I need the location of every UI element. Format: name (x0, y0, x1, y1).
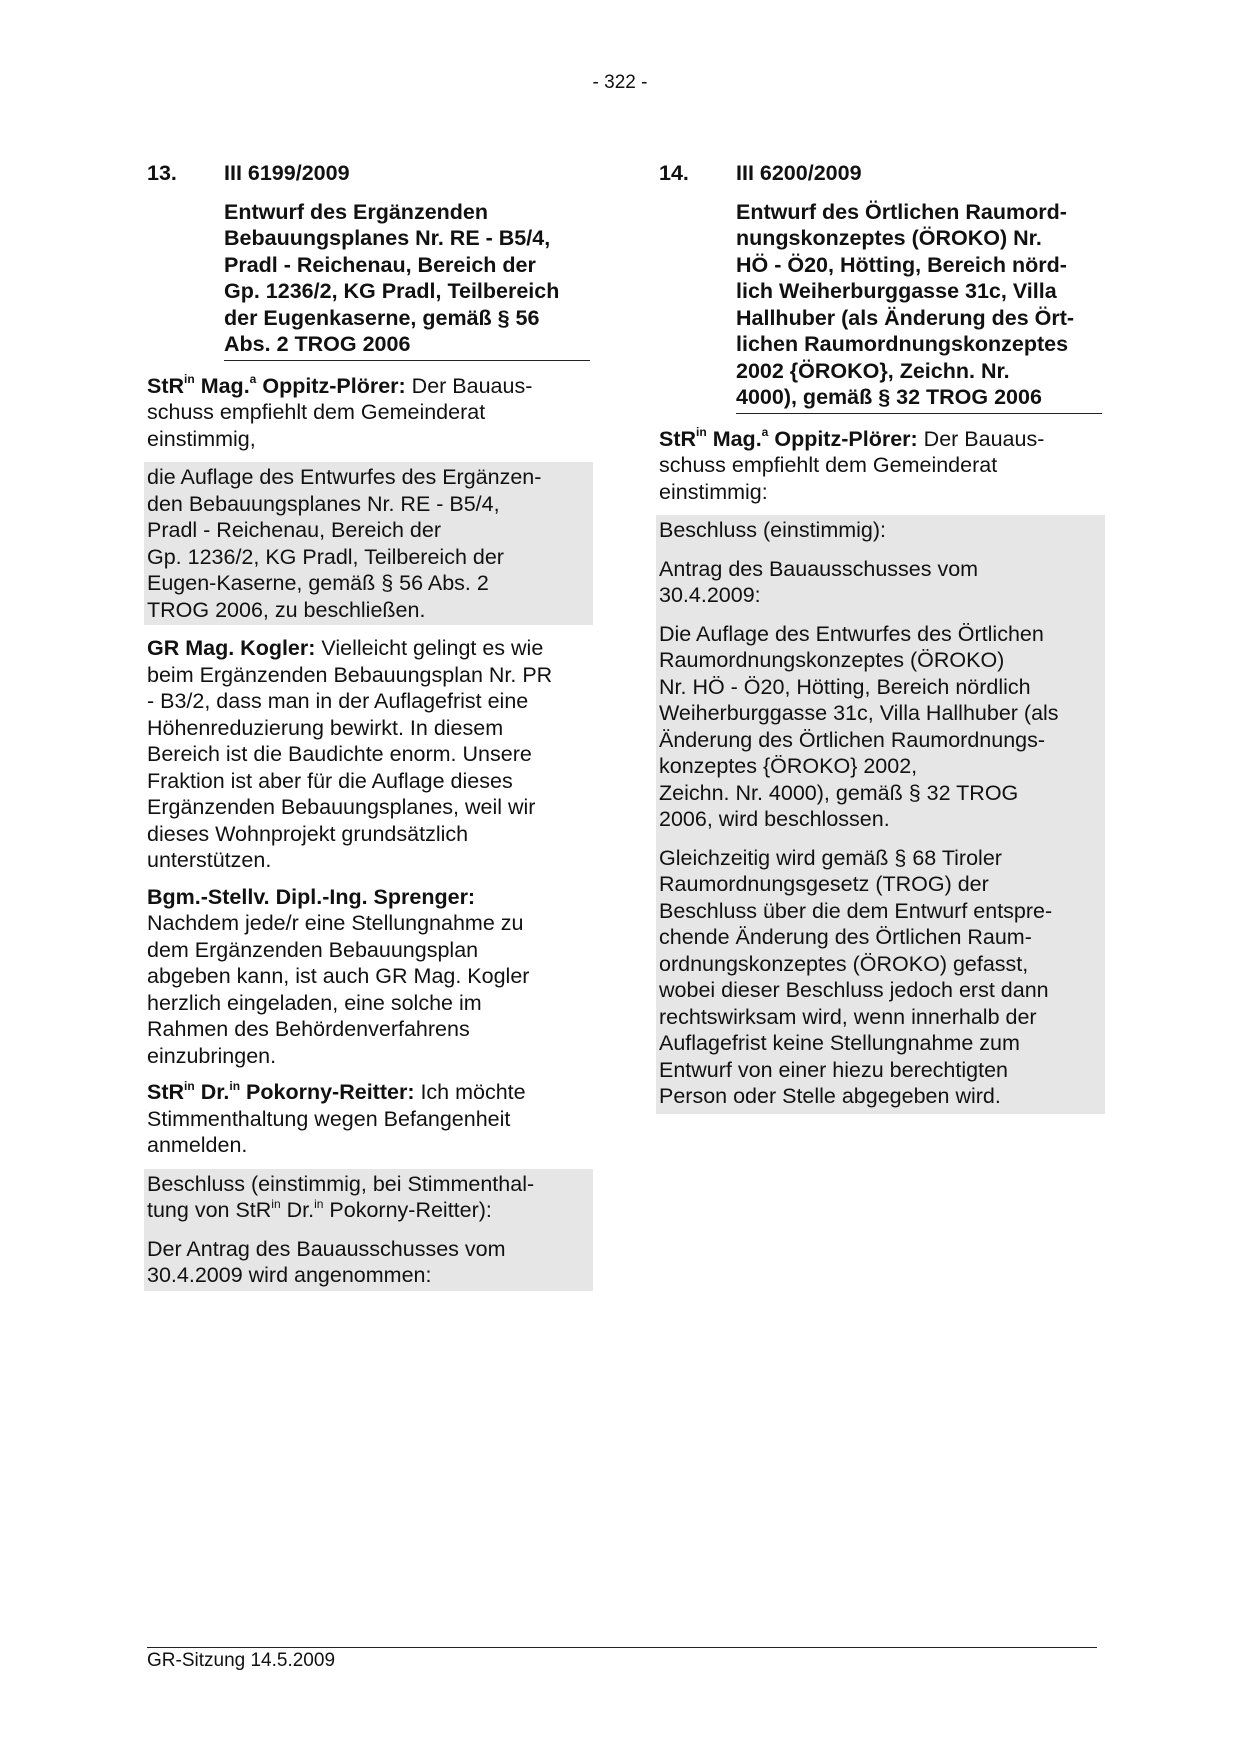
title-line: Entwurf des Ergänzenden (224, 199, 489, 224)
speaker-name: StR$^{in}$ Dr.$^{in}$ Pokorny-Reitter: (147, 1078, 415, 1104)
title-line: Gp. 1236/2, KG Pradl, Teilbereich (224, 279, 560, 303)
speaker-name: StR$^{in}$ Mag.$^a$ Oppitz-Plörer: (147, 372, 406, 398)
title-line: der Eugenkaserne, gemäß § 56 (224, 305, 540, 330)
page-number: - 322 - (592, 72, 648, 93)
agenda-item-13-header (147, 160, 590, 187)
item-number: 14. (659, 161, 689, 185)
resolution-result: Der Antrag des Bauausschusses vom 30.4.2009 wird angenommen: (144, 1226, 593, 1291)
motion-date: Antrag des Bauausschusses vom 30.4.2009: (656, 546, 1105, 611)
agenda-item-14-header (659, 160, 1102, 187)
speaker-name: GR Mag. Kogler: (147, 636, 316, 660)
motion-text-continued: Gleichzeitig wird gemäß § 68 Tiroler Raumordnungsgesetz (TROG) der Beschluss über die dem Entwurf entspre- chende Änderung des Örtlichen Raum- ordnungskonzeptes (ÖROKO) gefasst, wobei dieser Beschluss jedoch erst dann rechtswirksam wird, wenn innerhalb der Auflagefrist keine Stellungnahme zum Entwurf von einer hiezu berechtigten Person oder Stelle abgegeben wird. (656, 835, 1105, 1114)
motion-text: die Auflage des Entwurfes des Ergänzen- den Bebauungsplanes Nr. RE - B5/4, Pradl - Reichenau, Bereich der Gp. 1236/2, KG Pradl, Teilbereich der Eugen-Kaserne, gemäß § 56 Abs. 2 TROG 2006, zu beschließen. (144, 462, 593, 625)
speaker-name: Bgm.-Stellv. Dipl.-Ing. Sprenger: (147, 884, 476, 909)
title-line: Abs. 2 TROG 2006 (224, 332, 411, 356)
item-title (224, 199, 590, 361)
title-line: Hallhuber (als Änderung des Ört- (736, 305, 1075, 330)
item-number: 13. (147, 161, 177, 185)
speaker-statement-oppitz: StR$^{in}$ Mag.$^a$ Oppitz-Plörer: Der Bauaus- schuss empfiehlt dem Gemeinderat einstimmig, (147, 372, 533, 451)
title-line: lichen Raumordnungskonzeptes (736, 332, 1069, 356)
motion-text: Die Auflage des Entwurfes des Örtlichen Raumordnungskonzeptes (ÖROKO) Nr. HÖ - Ö20, Hötting, Bereich nördlich Weiherburggasse 31c, Villa Hallhuber (als Änderung des Örtlichen Raumordnungs- konzeptes {ÖROKO} 2002, Zeichn. Nr. 4000), gemäß § 32 TROG 2006, wird beschlossen. (656, 611, 1105, 835)
title-line: Pradl - Reichenau, Bereich der (224, 252, 536, 277)
title-line: 4000), gemäß § 32 TROG 2006 (736, 385, 1042, 409)
resolution-block: Beschluss (einstimmig, bei Stimmenthal- tung von StR$^{in}$ Dr.$^{in}$ Pokorny-Reitter): (144, 1169, 593, 1226)
title-line: HÖ - Ö20, Hötting, Bereich nörd- (736, 252, 1067, 277)
title-line: nungskonzeptes (ÖROKO) Nr. (736, 226, 1042, 250)
title-line: Entwurf des Örtlichen Raumord- (736, 199, 1067, 224)
speaker-statement-kogler: GR Mag. Kogler: Vielleicht gelingt es wie beim Ergänzenden Bebauungsplan Nr. PR - B3/2, dass man in der Auflagefrist eine Höhenreduzierung bewirkt. In diesem Bereich ist die Baudichte enorm. Unsere Fraktion ist aber für die Auflage dieses Ergänzenden Bebauungsplanes, weil wir dieses Wohnprojekt grundsätzlich unterstützen. (147, 636, 553, 872)
title-line: 2002 {ÖROKO}, Zeichn. Nr. (736, 358, 1010, 383)
speaker-statement-sprenger: Bgm.-Stellv. Dipl.-Ing. Sprenger: Nachdem jede/r eine Stellungnahme zu dem Ergänzenden Bebauungsplan abgeben kann, ist auch GR Mag. Kogler herzlich eingeladen, eine solche im Rahmen des Behördenverfahrens einzubringen. (147, 884, 590, 1070)
footer-text: GR-Sitzung 14.5.2009 (147, 1650, 336, 1671)
speaker-statement-pokorny: StR$^{in}$ Dr.$^{in}$ Pokorny-Reitter: Ich möchte Stimmenthaltung wegen Befangenheit anmelden. (147, 1078, 526, 1157)
item-reference: III 6199/2009 (224, 161, 350, 185)
speaker-statement-oppitz: StR$^{in}$ Mag.$^a$ Oppitz-Plörer: Der Bauaus- schuss empfiehlt dem Gemeinderat einstimmig: (659, 425, 1045, 504)
footer-divider (147, 1647, 1097, 1648)
item-reference: III 6200/2009 (736, 161, 862, 185)
resolution-label: Beschluss (einstimmig): (656, 515, 1105, 546)
left-column (147, 160, 590, 1291)
item-title (736, 199, 1102, 414)
title-line: Bebauungsplanes Nr. RE - B5/4, (224, 226, 551, 250)
title-line: lich Weiherburggasse 31c, Villa (736, 279, 1057, 303)
right-column (659, 160, 1102, 1114)
speaker-name: StR$^{in}$ Mag.$^a$ Oppitz-Plörer: (659, 425, 918, 451)
